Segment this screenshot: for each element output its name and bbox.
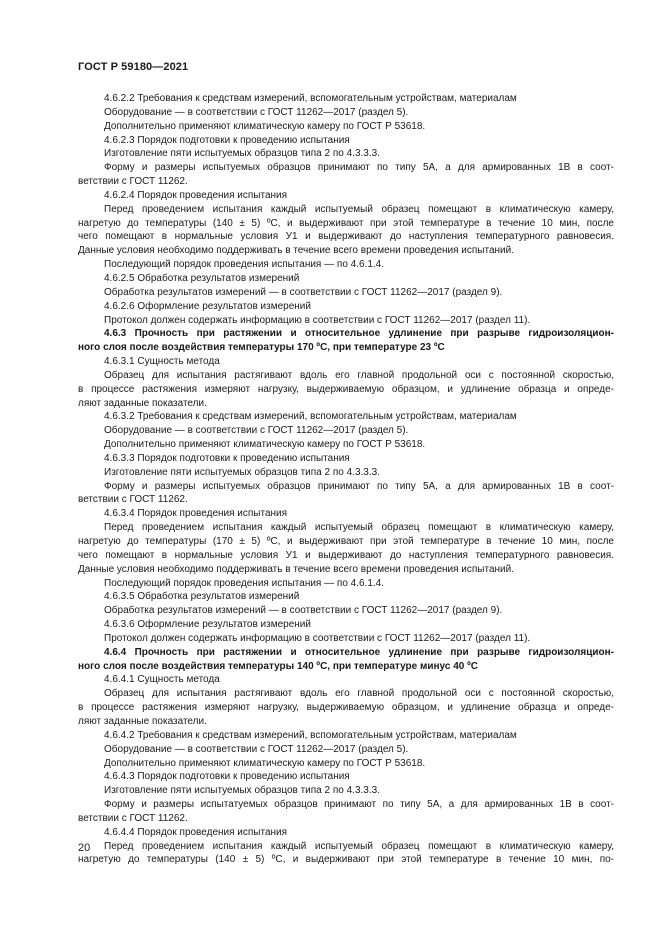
text-line: Форму и размеры испытуемых образцов принимают по типу 5А, а для армированных 1В в соот-	[104, 480, 614, 492]
text-line: Протокол должен содержать информацию в соответствии с ГОСТ 11262—2017 (раздел 11).	[104, 632, 531, 644]
text-line: 4.6.2.6 Оформление результатов измерений	[104, 300, 311, 312]
text-line: 4.6.3.1 Сущность метода	[104, 356, 220, 368]
text-line: 4.6.3.5 Обработка результатов измерений	[104, 591, 300, 603]
text-line: 4.6.2.4 Порядок проведения испытания	[104, 189, 288, 201]
text-line: нагретую до температуры (170 ± 5) ºС, и выдерживают при этой температуре в течение 10 мин, после	[78, 536, 614, 547]
text-line: чего помещают в нормальные условия У1 и выдерживают до наступления температурного равновесия.	[78, 231, 614, 243]
text-line: 4.6.2.2 Требования к средствам измерений, вспомогательным устройствам, материалам	[104, 93, 517, 104]
text-line: 4.6.3.4 Порядок проведения испытания	[104, 508, 288, 520]
text-line: Протокол должен содержать информацию в соответствии с ГОСТ 11262—2017 (раздел 11).	[104, 314, 531, 326]
text-line: Последующий порядок проведения испытания — по 4.6.1.4.	[104, 259, 385, 271]
text-line: Обработка результатов измерений — в соответствии с ГОСТ 11262—2017 (раздел 9).	[104, 286, 503, 298]
text-line: 4.6.2.5 Обработка результатов измерений	[104, 272, 300, 284]
text-line: чего помещают в нормальные условия У1 и выдерживают до наступления температурного равновесия.	[78, 549, 614, 561]
text-line: в процессе растяжения измеряют нагрузку, выдерживаемую образцом, и удлинение образца и опреде-	[78, 702, 614, 714]
text-line: 4.6.3.6 Оформление результатов измерений	[104, 619, 311, 631]
text-line: Перед проведением испытания каждый испытуемый образец помещают в климатическую камеру,	[104, 522, 614, 534]
text-line: Последующий порядок проведения испытания — по 4.6.1.4.	[104, 577, 385, 589]
text-line: нагретую до температуры (140 ± 5) ºС, и выдерживают при этой температуре в течение 10 мин, после	[78, 217, 614, 229]
text-line: 4.6.4.2 Требования к средствам измерений, вспомогательным устройствам, материалам	[104, 729, 517, 741]
text-line: ляют заданные показатели.	[78, 715, 207, 727]
section-heading-line: 4.6.4 Прочность при растяжении и относительное удлинение при разрыве гидроизоляцион-	[104, 646, 614, 658]
text-line: ветствии с ГОСТ 11262.	[78, 176, 188, 188]
text-line: ветствии с ГОСТ 11262.	[78, 494, 188, 506]
text-line: Перед проведением испытания каждый испытуемый образец помещают в климатическую камеру,	[104, 840, 614, 852]
text-line: Перед проведением испытания каждый испытуемый образец помещают в климатическую камеру,	[104, 203, 614, 215]
text-line: Данные условия необходимо поддерживать в течение всего времени проведения испытаний.	[78, 245, 515, 257]
text-line: Дополнительно применяют климатическую камеру по ГОСТ Р 53618.	[104, 120, 426, 132]
text-line: ветствии с ГОСТ 11262.	[78, 812, 188, 824]
page-number: 20	[78, 842, 91, 854]
text-line: 4.6.4.3 Порядок подготовки к проведению испытания	[104, 771, 350, 783]
text-line: Изготовление пяти испытуемых образцов типа 2 по 4.3.3.3.	[104, 785, 380, 797]
text-line: Оборудование — в соответствии с ГОСТ 11262—2017 (раздел 5).	[104, 425, 409, 437]
text-line: Оборудование — в соответствии с ГОСТ 11262—2017 (раздел 5).	[104, 106, 409, 118]
text-line: Дополнительно применяют климатическую камеру по ГОСТ Р 53618.	[104, 757, 426, 769]
text-line: Изготовление пяти испытуемых образцов типа 2 по 4.3.3.3.	[104, 466, 380, 478]
text-line: 4.6.3.3 Порядок подготовки к проведению испытания	[104, 452, 350, 464]
text-line: Оборудование — в соответствии с ГОСТ 11262—2017 (раздел 5).	[104, 743, 409, 755]
text-line: 4.6.3.2 Требования к средствам измерений, вспомогательным устройствам, материалам	[104, 411, 517, 423]
text-line: Данные условия необходимо поддерживать в течение всего времени проведения испытаний.	[78, 563, 515, 575]
text-line: Образец для испытания растягивают вдоль его главной продольной оси с постоянной скоростью,	[104, 688, 614, 700]
text-line: Обработка результатов измерений — в соответствии с ГОСТ 11262—2017 (раздел 9).	[104, 605, 503, 617]
text-line: Форму и размеры испытуемых образцов принимают по типу 5А, а для армированных 1В в соот-	[104, 162, 614, 174]
text-line: Образец для испытания растягивают вдоль его главной продольной оси с постоянной скоростью,	[104, 369, 614, 381]
text-line: 4.6.4.1 Сущность метода	[104, 674, 220, 686]
text-line: Дополнительно применяют климатическую камеру по ГОСТ Р 53618.	[104, 439, 426, 451]
text-line: ляют заданные показатели.	[78, 397, 207, 409]
section-heading-line: 4.6.3 Прочность при растяжении и относительное удлинение при разрыве гидроизоляцион-	[104, 328, 614, 340]
text-line: Форму и размеры испытатуемых образцов принимают по типу 5А, а для армированных 1В в соот-	[104, 799, 614, 811]
section-heading-line: ного слоя после воздействия температуры 140 ºС, при температуре минус 40 ºС	[78, 660, 478, 672]
text-line: 4.6.2.3 Порядок подготовки к проведению испытания	[104, 134, 350, 146]
document-header: ГОСТ Р 59180—2021	[78, 61, 189, 73]
text-line: нагретую до температуры (140 ± 5) ºС, и выдерживают при этой температуре в течение 10 мин, по-	[78, 854, 614, 866]
document-body	[78, 92, 614, 867]
section-heading-line: ного слоя после воздействия температуры 170 ºС, при температуре 23 ºС	[78, 342, 445, 354]
text-line: 4.6.4.4 Порядок проведения испытания	[104, 826, 288, 838]
text-line: в процессе растяжения измеряют нагрузку, выдерживаемую образцом, и удлинение образца и опреде-	[78, 383, 614, 395]
text-line: Изготовление пяти испытуемых образцов типа 2 по 4.3.3.3.	[104, 148, 380, 160]
